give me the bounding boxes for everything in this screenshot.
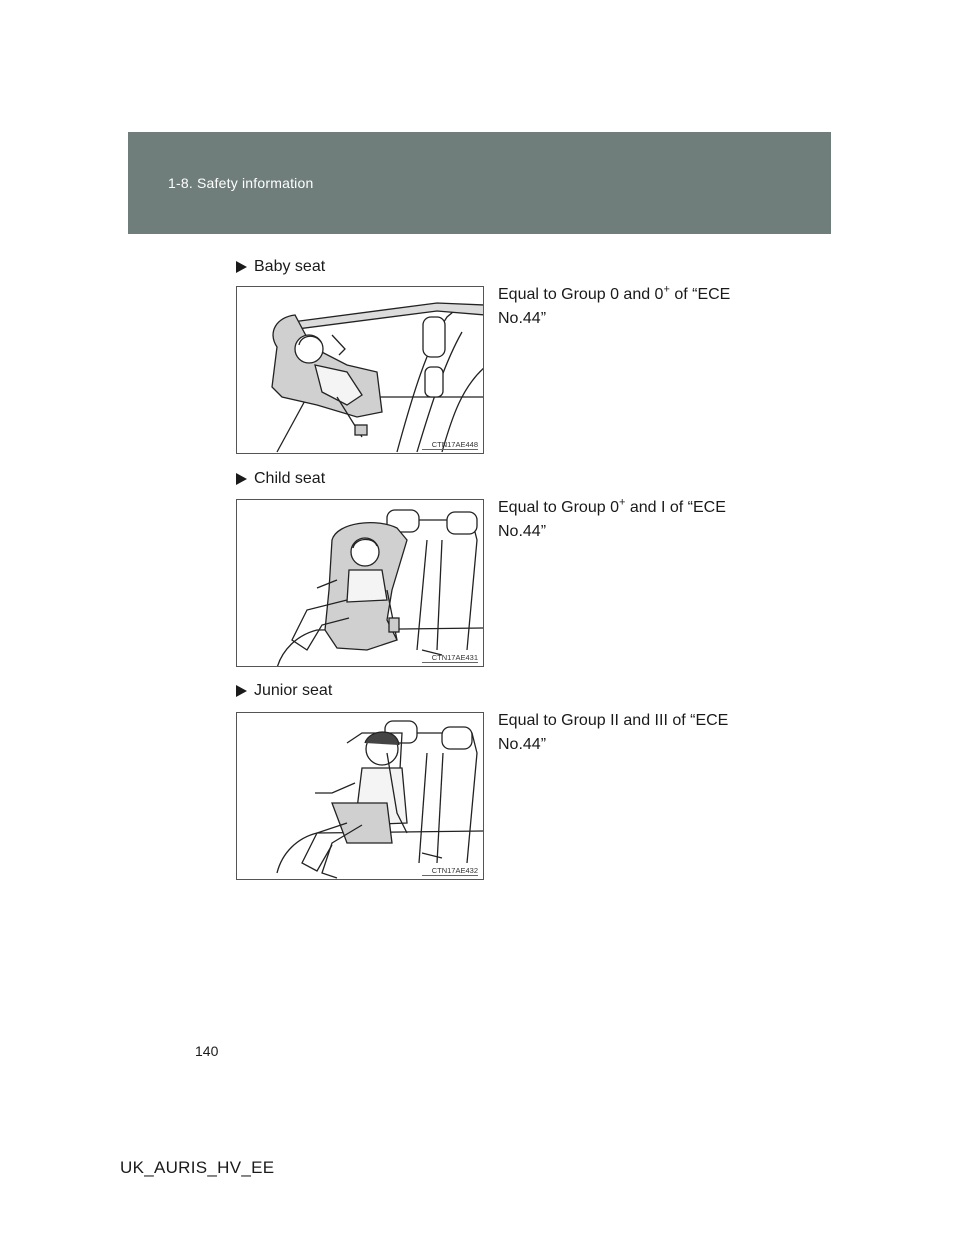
desc-text: Equal to Group 0 and 0 [498,286,664,303]
baby-seat-description [498,283,753,331]
child-seat-description [498,496,753,544]
desc-text: Equal to Group 0 [498,499,619,516]
section-header-band [128,132,831,234]
image-code: CTN17AE431 [422,653,478,663]
child-seat-drawing [237,500,484,667]
junior-seat-illustration [236,712,484,880]
desc-text: Equal to Group II and III of “ECE No.44” [498,712,729,753]
child-seat-illustration [236,499,484,667]
triangle-bullet-icon [236,261,247,273]
desc-superscript: + [663,283,670,296]
baby-seat-drawing [237,287,484,454]
triangle-bullet-icon [236,473,247,485]
junior-seat-drawing [237,713,484,880]
baby-seat-illustration [236,286,484,454]
bullet-label: Baby seat [254,258,326,275]
triangle-bullet-icon [236,685,247,697]
image-code: CTN17AE432 [422,866,478,876]
page-number: 140 [195,1043,219,1059]
bullet-child-seat [236,470,325,488]
junior-seat-description [498,709,753,757]
desc-superscript: + [618,496,626,509]
desc-text-after: of “ECE No.44” [498,286,731,327]
document-footer-code: UK_AURIS_HV_EE [120,1158,275,1177]
bullet-label: Child seat [254,470,326,487]
section-title: 1-8. Safety information [168,175,314,191]
bullet-baby-seat [236,258,325,276]
desc-text-after: and I of “ECE No.44” [498,499,726,540]
bullet-junior-seat [236,682,332,700]
bullet-label: Junior seat [254,682,333,699]
image-code: CTN17AE448 [422,440,478,450]
